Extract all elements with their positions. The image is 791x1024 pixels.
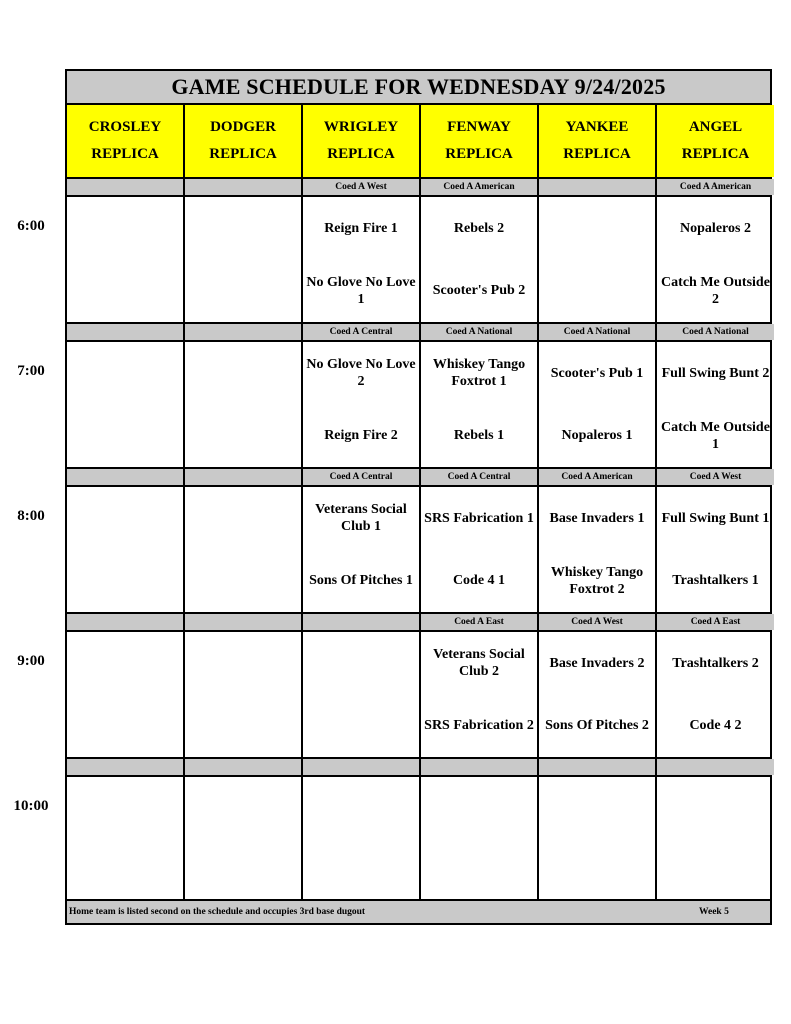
division-label: [67, 614, 185, 630]
team-entry: Full Swing Bunt 2: [661, 365, 770, 381]
field-subtitle: REPLICA: [445, 146, 513, 162]
division-label: Coed A National: [539, 324, 657, 340]
team-entry: [67, 405, 183, 468]
game-cell: [67, 777, 185, 899]
division-label: [185, 324, 303, 340]
time-label: 10:00: [13, 798, 49, 814]
team-entry: Rebels 2: [453, 220, 505, 236]
division-label: Coed A American: [421, 179, 539, 195]
field-subtitle: REPLICA: [209, 146, 277, 162]
team-entry: [185, 838, 301, 899]
division-row: [67, 179, 770, 197]
division-label: Coed A East: [421, 614, 539, 630]
division-label: Coed A American: [657, 179, 774, 195]
team-entry: No Glove No Love 1: [306, 274, 416, 307]
team-entry: [657, 838, 774, 899]
field-header-crosley: [67, 105, 185, 177]
team-entry: [67, 487, 183, 550]
team-entry: [539, 260, 655, 323]
division-row: [67, 469, 770, 487]
game-cell: [421, 632, 539, 757]
field-subtitle: REPLICA: [91, 146, 159, 162]
field-header-wrigley: [303, 105, 421, 177]
schedule-sheet: [65, 69, 772, 925]
division-label: Coed A Central: [303, 469, 421, 485]
game-cell: [421, 777, 539, 899]
team-entry: Reign Fire 2: [324, 428, 398, 444]
division-label: [67, 179, 185, 195]
time-label: 8:00: [17, 508, 45, 524]
division-label: [185, 469, 303, 485]
team-entry: [303, 777, 419, 838]
game-cell: [421, 342, 539, 467]
team-entry: Sons Of Pitches 2: [545, 718, 649, 734]
team-entry: [303, 632, 419, 695]
division-label: [539, 179, 657, 195]
field-name: CROSLEY: [88, 119, 162, 135]
time-label: 7:00: [17, 363, 45, 379]
team-entry: [185, 695, 301, 758]
team-entry: Veterans Social Club 1: [315, 502, 407, 535]
time-slot-row: [67, 487, 770, 614]
team-entry: Trashtalkers 2: [672, 655, 759, 671]
game-cell: [67, 342, 185, 467]
division-label: [67, 759, 185, 775]
division-label: Coed A American: [539, 469, 657, 485]
time-label: 6:00: [17, 218, 45, 234]
team-entry: [67, 197, 183, 260]
field-header-angel: [657, 105, 774, 177]
team-entry: Sons Of Pitches 1: [309, 573, 413, 589]
time-label: 9:00: [17, 653, 45, 669]
team-entry: Rebels 1: [453, 428, 505, 444]
team-entry: [657, 777, 774, 838]
team-entry: [303, 838, 419, 899]
time-slot-row: [67, 342, 770, 469]
game-cell: [657, 342, 774, 467]
division-label: [185, 614, 303, 630]
schedule-title: GAME SCHEDULE FOR WEDNESDAY 9/24/2025: [67, 71, 770, 105]
field-name: WRIGLEY: [323, 119, 399, 135]
game-cell: [303, 197, 421, 322]
footer-row: [67, 901, 770, 923]
game-cell: [657, 777, 774, 899]
game-cell: [539, 342, 657, 467]
division-label: [657, 759, 774, 775]
team-entry: [421, 777, 537, 838]
division-label: Coed A Central: [303, 324, 421, 340]
field-subtitle: REPLICA: [563, 146, 631, 162]
time-slot-row: [67, 197, 770, 324]
game-cell: [421, 197, 539, 322]
field-subtitle: REPLICA: [327, 146, 395, 162]
field-header-dodger: [185, 105, 303, 177]
game-cell: [185, 632, 303, 757]
game-cell: [185, 777, 303, 899]
team-entry: [67, 632, 183, 695]
team-entry: Base Invaders 2: [549, 655, 645, 671]
game-cell: [657, 632, 774, 757]
team-entry: [185, 260, 301, 323]
division-label: Coed A National: [421, 324, 539, 340]
team-entry: SRS Fabrication 2: [424, 718, 534, 734]
game-cell: [657, 487, 774, 612]
division-label: Coed A West: [303, 179, 421, 195]
division-label: Coed A East: [657, 614, 774, 630]
division-label: Coed A Central: [421, 469, 539, 485]
team-entry: Catch Me Outside 2: [661, 274, 770, 307]
division-label: [421, 759, 539, 775]
team-entry: [185, 487, 301, 550]
game-cell: [303, 342, 421, 467]
team-entry: [185, 550, 301, 613]
team-entry: [67, 777, 183, 838]
game-cell: [657, 197, 774, 322]
team-entry: [539, 777, 655, 838]
team-entry: Veterans Social Club 2: [433, 647, 525, 680]
division-label: Coed A West: [657, 469, 774, 485]
team-entry: [185, 197, 301, 260]
team-entry: [185, 405, 301, 468]
division-row: [67, 614, 770, 632]
team-entry: Base Invaders 1: [549, 510, 645, 526]
team-entry: [421, 838, 537, 899]
team-entry: [67, 550, 183, 613]
game-cell: [539, 632, 657, 757]
game-cell: [421, 487, 539, 612]
team-entry: [185, 777, 301, 838]
team-entry: [539, 197, 655, 260]
field-subtitle: REPLICA: [681, 146, 750, 162]
division-label: [303, 614, 421, 630]
field-header-yankee: [539, 105, 657, 177]
game-cell: [67, 487, 185, 612]
game-cell: [303, 487, 421, 612]
field-name: FENWAY: [447, 119, 511, 135]
field-name: DODGER: [210, 119, 276, 135]
team-entry: Whiskey Tango Foxtrot 1: [432, 357, 526, 390]
game-cell: [67, 197, 185, 322]
division-label: [303, 759, 421, 775]
team-entry: Nopaleros 1: [561, 428, 633, 444]
division-label: [185, 179, 303, 195]
division-row: [67, 324, 770, 342]
field-header-fenway: [421, 105, 539, 177]
team-entry: [185, 342, 301, 405]
team-entry: [67, 695, 183, 758]
game-cell: [185, 342, 303, 467]
game-cell: [185, 487, 303, 612]
game-cell: [185, 197, 303, 322]
game-cell: [303, 632, 421, 757]
game-cell: [303, 777, 421, 899]
game-cell: [539, 777, 657, 899]
team-entry: SRS Fabrication 1: [424, 510, 534, 526]
team-entry: Scooter's Pub 2: [432, 283, 526, 299]
time-slot-row: [67, 632, 770, 759]
division-label: [67, 324, 185, 340]
division-row: [67, 759, 770, 777]
team-entry: Nopaleros 2: [680, 220, 751, 236]
game-cell: [67, 632, 185, 757]
game-cell: [539, 197, 657, 322]
division-label: Coed A National: [657, 324, 774, 340]
field-header-row: [67, 105, 770, 179]
team-entry: [539, 838, 655, 899]
home-team-note: Home team is listed second on the schedule and occupies 3rd base dugout: [69, 907, 366, 917]
team-entry: [185, 632, 301, 695]
team-entry: Scooter's Pub 1: [550, 365, 644, 381]
game-cell: [539, 487, 657, 612]
team-entry: Full Swing Bunt 1: [661, 510, 770, 526]
division-label: [185, 759, 303, 775]
team-entry: Trashtalkers 1: [672, 573, 759, 589]
division-label: Coed A West: [539, 614, 657, 630]
time-slots: [67, 179, 770, 901]
week-label: Week 5: [699, 907, 729, 917]
team-entry: Code 4 1: [452, 573, 506, 589]
team-entry: [67, 342, 183, 405]
team-entry: [67, 260, 183, 323]
team-entry: Reign Fire 1: [324, 220, 398, 236]
field-name: ANGEL: [688, 119, 743, 135]
field-name: YANKEE: [565, 119, 629, 135]
team-entry: [303, 695, 419, 758]
team-entry: Code 4 2: [689, 718, 742, 734]
time-slot-row: [67, 777, 770, 901]
team-entry: Whiskey Tango Foxtrot 2: [550, 564, 644, 597]
team-entry: Catch Me Outside 1: [661, 419, 770, 452]
division-label: [539, 759, 657, 775]
division-label: [67, 469, 185, 485]
team-entry: No Glove No Love 2: [306, 357, 416, 390]
team-entry: [67, 838, 183, 899]
